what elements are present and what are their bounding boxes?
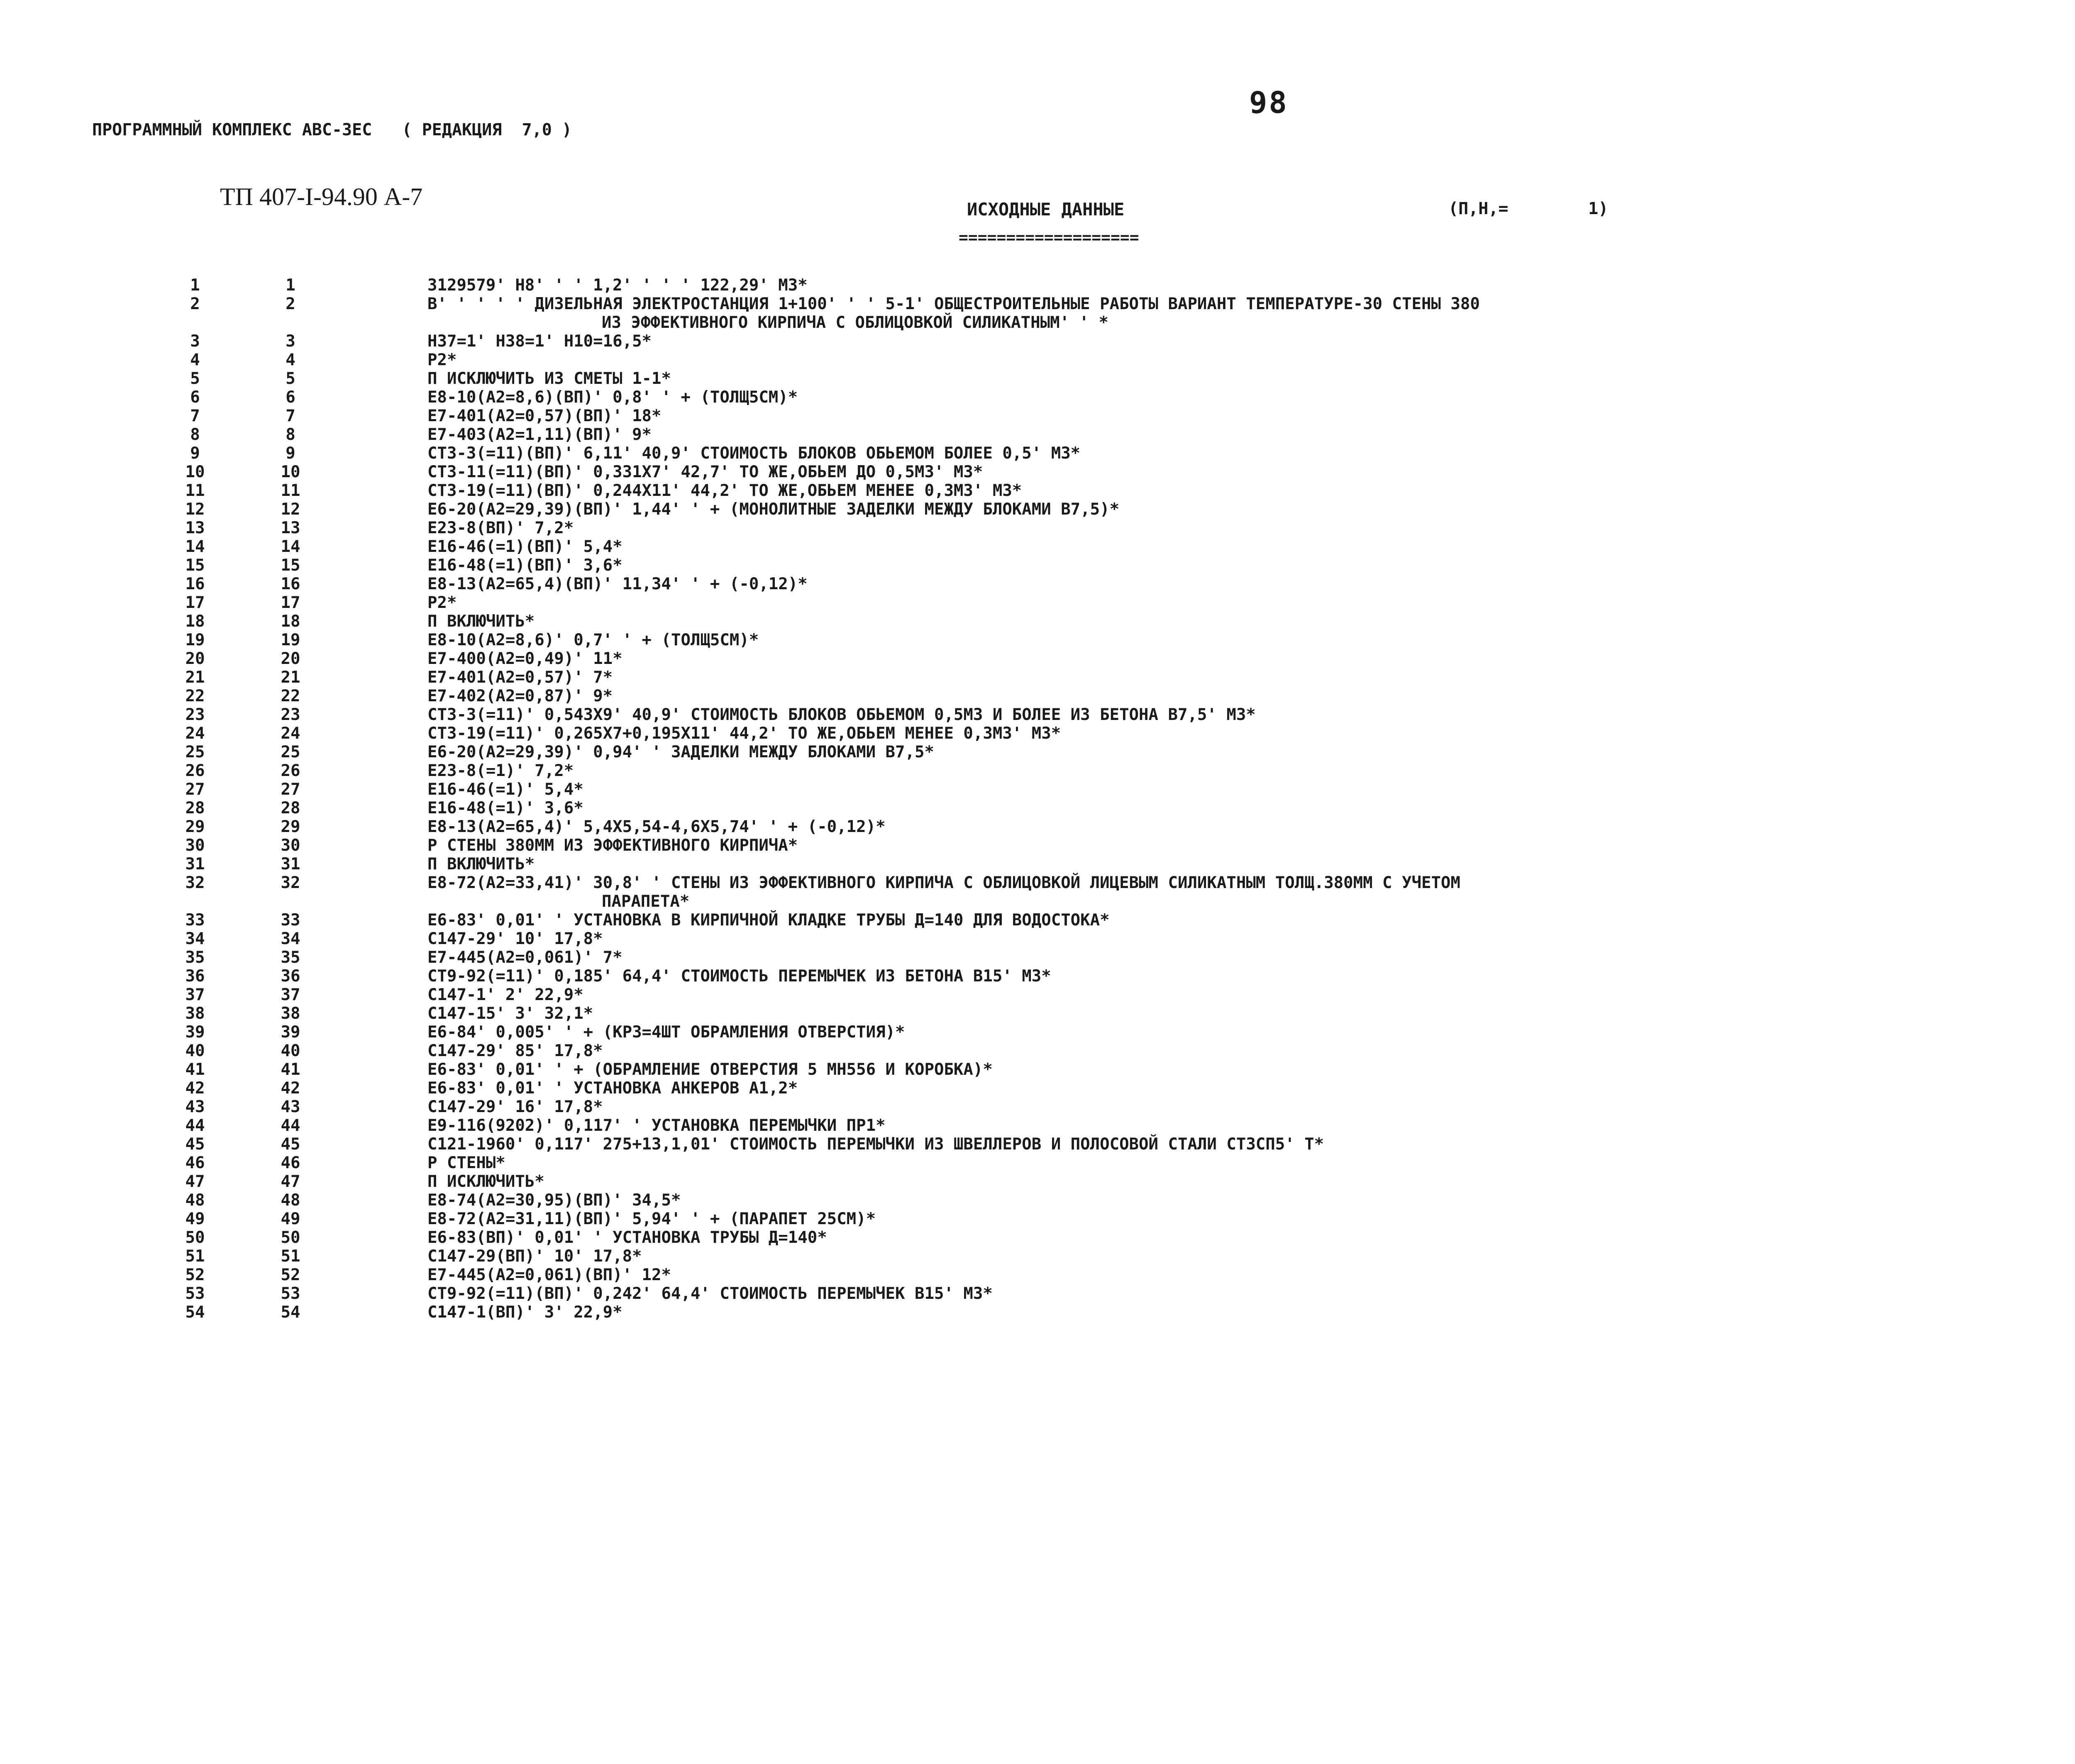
row-text (427, 930, 2075, 948)
row-text-line: Е8-72(А2=33,41)' 30,8' ' СТЕНЫ ИЗ ЭФФЕКТИВНОГО КИРПИЧА С ОБЛИЦОВКОЙ ЛИЦЕВЫМ СИЛИКАТНЫМ ТОЛЩ.380ММ С УЧЕТОМ (427, 873, 1460, 892)
row-number: 15 (185, 556, 205, 575)
listing-row (0, 948, 2075, 967)
row-text (427, 911, 2075, 930)
row-number: 29 (185, 817, 205, 836)
listing-row (0, 1079, 2075, 1098)
row-number: 4 (190, 351, 200, 369)
row-number: 6 (190, 388, 200, 407)
row-text (427, 1303, 2075, 1322)
row-text (427, 463, 2075, 481)
row-text-line: Е6-83(ВП)' 0,01' ' УСТАНОВКА ТРУБЫ Д=140* (427, 1228, 827, 1247)
row-text (427, 705, 2075, 724)
row-text-line: С147-15' 3' 32,1* (427, 1004, 593, 1023)
listing-row (0, 911, 2075, 930)
row-text-line: СТ3-19(=11)' 0,265Х7+0,195Х11' 44,2' ТО ЖЕ,ОБЬЕМ МЕНЕЕ 0,3М3' М3* (427, 724, 1061, 743)
row-text (427, 1060, 2075, 1079)
row-sequence: 13 (281, 519, 300, 537)
row-text-line: Е6-20(А2=29,39)(ВП)' 1,44' ' + (МОНОЛИТНЫЕ ЗАДЕЛКИ МЕЖДУ БЛОКАМИ В7,5)* (427, 500, 1120, 519)
listing-row (0, 855, 2075, 873)
row-sequence: 38 (281, 1004, 300, 1023)
row-text-line: Е8-72(А2=31,11)(ВП)' 5,94' ' + (ПАРАПЕТ 25СМ)* (427, 1210, 876, 1228)
row-text (427, 743, 2075, 761)
row-text-line: Р СТЕНЫ* (427, 1154, 505, 1172)
listing-row (0, 1042, 2075, 1060)
row-text (427, 855, 2075, 873)
row-text-line: Е16-48(=1)' 3,6* (427, 799, 583, 817)
listing-row (0, 799, 2075, 817)
row-number: 14 (185, 537, 205, 556)
row-text-line: Е8-10(А2=8,6)(ВП)' 0,8' ' + (ТОЛЩ5СМ)* (427, 388, 798, 407)
row-number: 46 (185, 1154, 205, 1172)
program-header: ПРОГРАММНЫЙ КОМПЛЕКС АВС-ЗЕС ( РЕДАКЦИЯ 7,0 ) (92, 120, 572, 139)
row-sequence: 33 (281, 911, 300, 930)
row-text-line: Е6-83' 0,01' ' УСТАНОВКА В КИРПИЧНОЙ КЛАДКЕ ТРУБЫ Д=140 ДЛЯ ВОДОСТОКА* (427, 911, 1110, 930)
row-number: 50 (185, 1228, 205, 1247)
row-number: 28 (185, 799, 205, 817)
row-text-line: Е8-13(А2=65,4)(ВП)' 11,34' ' + (-0,12)* (427, 575, 808, 593)
row-text-line: С147-1' 2' 22,9* (427, 986, 583, 1004)
row-number: 45 (185, 1135, 205, 1154)
listing-row (0, 873, 2075, 911)
row-text-line: Е6-20(А2=29,39)' 0,94' ' ЗАДЕЛКИ МЕЖДУ БЛОКАМИ В7,5* (427, 743, 934, 761)
listing-row (0, 705, 2075, 724)
row-text (427, 519, 2075, 537)
row-number: 19 (185, 631, 205, 649)
row-text-line: С147-29' 85' 17,8* (427, 1042, 603, 1060)
row-sequence: 53 (281, 1284, 300, 1303)
row-sequence: 47 (281, 1172, 300, 1191)
row-text (427, 1042, 2075, 1060)
listing-row (0, 575, 2075, 593)
row-text-line: СТ3-3(=11)(ВП)' 6,11' 40,9' СТОИМОСТЬ БЛОКОВ ОБЬЕМОМ БОЛЕЕ 0,5' М3* (427, 444, 1081, 463)
data-listing (0, 276, 2075, 1322)
row-text-line: Е6-83' 0,01' ' + (ОБРАМЛЕНИЕ ОТВЕРСТИЯ 5 МН556 И КОРОБКА)* (427, 1060, 993, 1079)
row-sequence: 15 (281, 556, 300, 575)
row-sequence: 19 (281, 631, 300, 649)
row-number: 20 (185, 649, 205, 668)
row-text-line: С147-29' 16' 17,8* (427, 1098, 603, 1116)
row-sequence: 44 (281, 1116, 300, 1135)
row-number: 33 (185, 911, 205, 930)
row-text (427, 1191, 2075, 1210)
row-text (427, 612, 2075, 631)
row-number: 49 (185, 1210, 205, 1228)
row-text-line: С147-29(ВП)' 10' 17,8* (427, 1247, 642, 1266)
row-number: 39 (185, 1023, 205, 1042)
row-sequence: 36 (281, 967, 300, 986)
row-sequence: 50 (281, 1228, 300, 1247)
row-number: 8 (190, 425, 200, 444)
row-number: 13 (185, 519, 205, 537)
row-number: 5 (190, 369, 200, 388)
row-text-line: П ВКЛЮЧИТЬ* (427, 612, 535, 631)
row-text (427, 1004, 2075, 1023)
row-number: 3 (190, 332, 200, 351)
row-text-continuation: ИЗ ЭФФЕКТИВНОГО КИРПИЧА С ОБЛИЦОВКОЙ СИЛИКАТНЫМ' ' * (602, 313, 1108, 332)
row-text-line: Е8-74(А2=30,95)(ВП)' 34,5* (427, 1191, 681, 1210)
row-text-line: Н37=1' Н38=1' Н10=16,5* (427, 332, 652, 351)
row-sequence: 29 (281, 817, 300, 836)
listing-row (0, 1135, 2075, 1154)
page-number: 98 (1249, 85, 1289, 120)
listing-row (0, 1284, 2075, 1303)
row-text-line: Е16-46(=1)' 5,4* (427, 780, 583, 799)
row-text (427, 1079, 2075, 1098)
listing-row (0, 593, 2075, 612)
listing-row (0, 930, 2075, 948)
page-reference: (П,Н,= 1) (1448, 199, 1609, 218)
row-text (427, 836, 2075, 855)
row-text (427, 948, 2075, 967)
row-text-line: Е7-445(А2=0,061)(ВП)' 12* (427, 1266, 671, 1284)
row-text-line: С121-1960' 0,117' 275+13,1,01' СТОИМОСТЬ ПЕРЕМЫЧКИ ИЗ ШВЕЛЛЕРОВ И ПОЛОСОВОЙ СТАЛИ СТ3СП5' Т* (427, 1135, 1324, 1154)
listing-row (0, 332, 2075, 351)
row-sequence: 6 (286, 388, 295, 407)
row-text-line: Е16-46(=1)(ВП)' 5,4* (427, 537, 622, 556)
row-sequence: 42 (281, 1079, 300, 1098)
row-number: 36 (185, 967, 205, 986)
row-text (427, 593, 2075, 612)
row-number: 2 (190, 295, 200, 313)
row-number: 53 (185, 1284, 205, 1303)
listing-row (0, 986, 2075, 1004)
listing-row (0, 425, 2075, 444)
row-number: 21 (185, 668, 205, 687)
row-sequence: 45 (281, 1135, 300, 1154)
row-text (427, 1116, 2075, 1135)
row-sequence: 8 (286, 425, 295, 444)
listing-row (0, 556, 2075, 575)
document-code: ТП 407-I-94.90 А-7 (220, 183, 423, 210)
row-sequence: 32 (281, 873, 300, 892)
row-text-line: Е8-13(А2=65,4)' 5,4Х5,54-4,6Х5,74' ' + (-0,12)* (427, 817, 886, 836)
row-sequence: 48 (281, 1191, 300, 1210)
row-text-line: Е7-401(А2=0,57)(ВП)' 18* (427, 407, 662, 425)
row-text (427, 761, 2075, 780)
row-number: 42 (185, 1079, 205, 1098)
row-text (427, 1266, 2075, 1284)
row-number: 34 (185, 930, 205, 948)
row-sequence: 52 (281, 1266, 300, 1284)
row-sequence: 51 (281, 1247, 300, 1266)
row-text-line: Р2* (427, 351, 457, 369)
listing-row (0, 481, 2075, 500)
row-text (427, 1098, 2075, 1116)
listing-row (0, 1023, 2075, 1042)
row-text-line: П ВКЛЮЧИТЬ* (427, 855, 535, 873)
row-text-line: В' ' ' ' ' ДИЗЕЛЬНАЯ ЭЛЕКТРОСТАНЦИЯ 1+100' ' ' 5-1' ОБЩЕСТРОИТЕЛЬНЫЕ РАБОТЫ ВАРИАНТ ТЕМПЕРАТУРЕ-30 СТЕНЫ 380 (427, 295, 1480, 313)
row-number: 10 (185, 463, 205, 481)
listing-row (0, 295, 2075, 332)
row-text (427, 1284, 2075, 1303)
listing-row (0, 687, 2075, 705)
row-text (427, 799, 2075, 817)
listing-row (0, 1116, 2075, 1135)
row-number: 32 (185, 873, 205, 892)
row-text (427, 332, 2075, 351)
listing-row (0, 444, 2075, 463)
row-sequence: 28 (281, 799, 300, 817)
row-sequence: 31 (281, 855, 300, 873)
row-number: 23 (185, 705, 205, 724)
listing-row (0, 369, 2075, 388)
listing-row (0, 1266, 2075, 1284)
row-sequence: 4 (286, 351, 295, 369)
row-text (427, 575, 2075, 593)
row-number: 24 (185, 724, 205, 743)
row-number: 52 (185, 1266, 205, 1284)
row-sequence: 40 (281, 1042, 300, 1060)
row-text (427, 537, 2075, 556)
row-text-line: Е6-84' 0,005' ' + (КР3=4ШТ ОБРАМЛЕНИЯ ОТВЕРСТИЯ)* (427, 1023, 905, 1042)
row-text (427, 1023, 2075, 1042)
row-text-line: Е23-8(ВП)' 7,2* (427, 519, 574, 537)
row-text (427, 1210, 2075, 1228)
row-text-line: Е8-10(А2=8,6)' 0,7' ' + (ТОЛЩ5СМ)* (427, 631, 759, 649)
row-sequence: 24 (281, 724, 300, 743)
listing-row (0, 1154, 2075, 1172)
row-sequence: 7 (286, 407, 295, 425)
row-number: 54 (185, 1303, 205, 1322)
row-number: 16 (185, 575, 205, 593)
row-number: 9 (190, 444, 200, 463)
row-number: 22 (185, 687, 205, 705)
row-sequence: 10 (281, 463, 300, 481)
row-text-line: П ИСКЛЮЧИТЬ* (427, 1172, 544, 1191)
row-text-line: Е7-400(А2=0,49)' 11* (427, 649, 622, 668)
row-number: 12 (185, 500, 205, 519)
row-text (427, 556, 2075, 575)
row-number: 44 (185, 1116, 205, 1135)
row-text (427, 1172, 2075, 1191)
row-text-line: Е23-8(=1)' 7,2* (427, 761, 574, 780)
listing-row (0, 351, 2075, 369)
listing-row (0, 407, 2075, 425)
listing-row (0, 1004, 2075, 1023)
row-sequence: 39 (281, 1023, 300, 1042)
listing-row (0, 1191, 2075, 1210)
row-number: 26 (185, 761, 205, 780)
listing-row (0, 463, 2075, 481)
row-number: 35 (185, 948, 205, 967)
row-number: 11 (185, 481, 205, 500)
listing-row (0, 1228, 2075, 1247)
listing-row (0, 1303, 2075, 1322)
row-text (427, 724, 2075, 743)
row-text-line: Е7-402(А2=0,87)' 9* (427, 687, 613, 705)
row-number: 7 (190, 407, 200, 425)
row-text (427, 780, 2075, 799)
row-text-line: Е9-116(9202)' 0,117' ' УСТАНОВКА ПЕРЕМЫЧКИ ПР1* (427, 1116, 886, 1135)
row-sequence: 3 (286, 332, 295, 351)
listing-row (0, 388, 2075, 407)
row-number: 1 (190, 276, 200, 295)
listing-row (0, 649, 2075, 668)
row-number: 31 (185, 855, 205, 873)
row-sequence: 21 (281, 668, 300, 687)
row-text (427, 481, 2075, 500)
row-text-continuation: ПАРАПЕТА* (602, 892, 690, 911)
row-text-line: Е16-48(=1)(ВП)' 3,6* (427, 556, 622, 575)
row-sequence: 2 (286, 295, 295, 313)
listing-row (0, 967, 2075, 986)
row-sequence: 20 (281, 649, 300, 668)
listing-row (0, 631, 2075, 649)
row-sequence: 35 (281, 948, 300, 967)
row-text (427, 1135, 2075, 1154)
row-number: 27 (185, 780, 205, 799)
row-sequence: 49 (281, 1210, 300, 1228)
row-text-line: Е7-445(А2=0,061)' 7* (427, 948, 622, 967)
row-text (427, 444, 2075, 463)
row-number: 17 (185, 593, 205, 612)
listing-row (0, 780, 2075, 799)
row-number: 48 (185, 1191, 205, 1210)
row-sequence: 30 (281, 836, 300, 855)
row-sequence: 12 (281, 500, 300, 519)
listing-row (0, 724, 2075, 743)
listing-row (0, 500, 2075, 519)
listing-row (0, 743, 2075, 761)
row-text-line: СТ3-3(=11)' 0,543Х9' 40,9' СТОИМОСТЬ БЛОКОВ ОБЬЕМОМ 0,5М3 И БОЛЕЕ ИЗ БЕТОНА В7,5' М3* (427, 705, 1256, 724)
row-sequence: 22 (281, 687, 300, 705)
row-text (427, 276, 2075, 295)
row-sequence: 37 (281, 986, 300, 1004)
row-text (427, 388, 2075, 407)
listing-row (0, 1172, 2075, 1191)
row-text-line: С147-29' 10' 17,8* (427, 930, 603, 948)
row-text-line: П ИСКЛЮЧИТЬ ИЗ СМЕТЫ 1-1* (427, 369, 671, 388)
listing-row (0, 612, 2075, 631)
listing-row (0, 276, 2075, 295)
row-text-line: Р СТЕНЫ 380ММ ИЗ ЭФФЕКТИВНОГО КИРПИЧА* (427, 836, 798, 855)
row-text (427, 369, 2075, 388)
row-sequence: 18 (281, 612, 300, 631)
section-title: ИСХОДНЫЕ ДАННЫЕ (967, 199, 1125, 220)
row-text (427, 986, 2075, 1004)
row-text (427, 295, 2075, 332)
row-text-line: С147-1(ВП)' 3' 22,9* (427, 1303, 622, 1322)
row-sequence: 41 (281, 1060, 300, 1079)
listing-row (0, 668, 2075, 687)
section-title-underline: =================== (959, 228, 1139, 246)
row-number: 40 (185, 1042, 205, 1060)
row-text-line: Е7-401(А2=0,57)' 7* (427, 668, 613, 687)
listing-row (0, 1098, 2075, 1116)
listing-row (0, 1210, 2075, 1228)
row-text-line: СТ9-92(=11)(ВП)' 0,242' 64,4' СТОИМОСТЬ ПЕРЕМЫЧЕК В15' М3* (427, 1284, 993, 1303)
listing-row (0, 761, 2075, 780)
row-number: 51 (185, 1247, 205, 1266)
row-text (427, 631, 2075, 649)
row-sequence: 34 (281, 930, 300, 948)
row-text-line: Р2* (427, 593, 457, 612)
row-text-line: Е6-83' 0,01' ' УСТАНОВКА АНКЕРОВ А1,2* (427, 1079, 798, 1098)
row-text (427, 873, 2075, 911)
row-sequence: 5 (286, 369, 295, 388)
row-text (427, 407, 2075, 425)
row-sequence: 16 (281, 575, 300, 593)
row-text-line: 3129579' Н8' ' ' 1,2' ' ' ' 122,29' М3* (427, 276, 808, 295)
row-text (427, 668, 2075, 687)
row-number: 43 (185, 1098, 205, 1116)
listing-row (0, 519, 2075, 537)
row-sequence: 46 (281, 1154, 300, 1172)
row-text (427, 500, 2075, 519)
row-number: 18 (185, 612, 205, 631)
row-text (427, 1154, 2075, 1172)
row-sequence: 11 (281, 481, 300, 500)
row-sequence: 54 (281, 1303, 300, 1322)
row-text-line: Е7-403(А2=1,11)(ВП)' 9* (427, 425, 652, 444)
row-text (427, 649, 2075, 668)
row-sequence: 17 (281, 593, 300, 612)
row-number: 25 (185, 743, 205, 761)
row-sequence: 25 (281, 743, 300, 761)
row-text (427, 351, 2075, 369)
row-sequence: 43 (281, 1098, 300, 1116)
row-number: 30 (185, 836, 205, 855)
row-text-line: СТ3-19(=11)(ВП)' 0,244Х11' 44,2' ТО ЖЕ,ОБЬЕМ МЕНЕЕ 0,3М3' М3* (427, 481, 1022, 500)
listing-row (0, 1060, 2075, 1079)
row-text (427, 425, 2075, 444)
row-sequence: 27 (281, 780, 300, 799)
row-sequence: 1 (286, 276, 295, 295)
row-number: 37 (185, 986, 205, 1004)
row-text (427, 1247, 2075, 1266)
row-number: 41 (185, 1060, 205, 1079)
listing-row (0, 1247, 2075, 1266)
row-number: 38 (185, 1004, 205, 1023)
listing-row (0, 836, 2075, 855)
row-sequence: 14 (281, 537, 300, 556)
row-sequence: 23 (281, 705, 300, 724)
listing-row (0, 817, 2075, 836)
row-text (427, 967, 2075, 986)
row-text (427, 687, 2075, 705)
row-text (427, 1228, 2075, 1247)
listing-row (0, 537, 2075, 556)
row-sequence: 9 (286, 444, 295, 463)
row-number: 47 (185, 1172, 205, 1191)
row-text-line: СТ9-92(=11)' 0,185' 64,4' СТОИМОСТЬ ПЕРЕМЫЧЕК ИЗ БЕТОНА В15' М3* (427, 967, 1051, 986)
row-text-line: СТ3-11(=11)(ВП)' 0,331Х7' 42,7' ТО ЖЕ,ОБЬЕМ ДО 0,5М3' М3* (427, 463, 983, 481)
row-sequence: 26 (281, 761, 300, 780)
row-text (427, 817, 2075, 836)
